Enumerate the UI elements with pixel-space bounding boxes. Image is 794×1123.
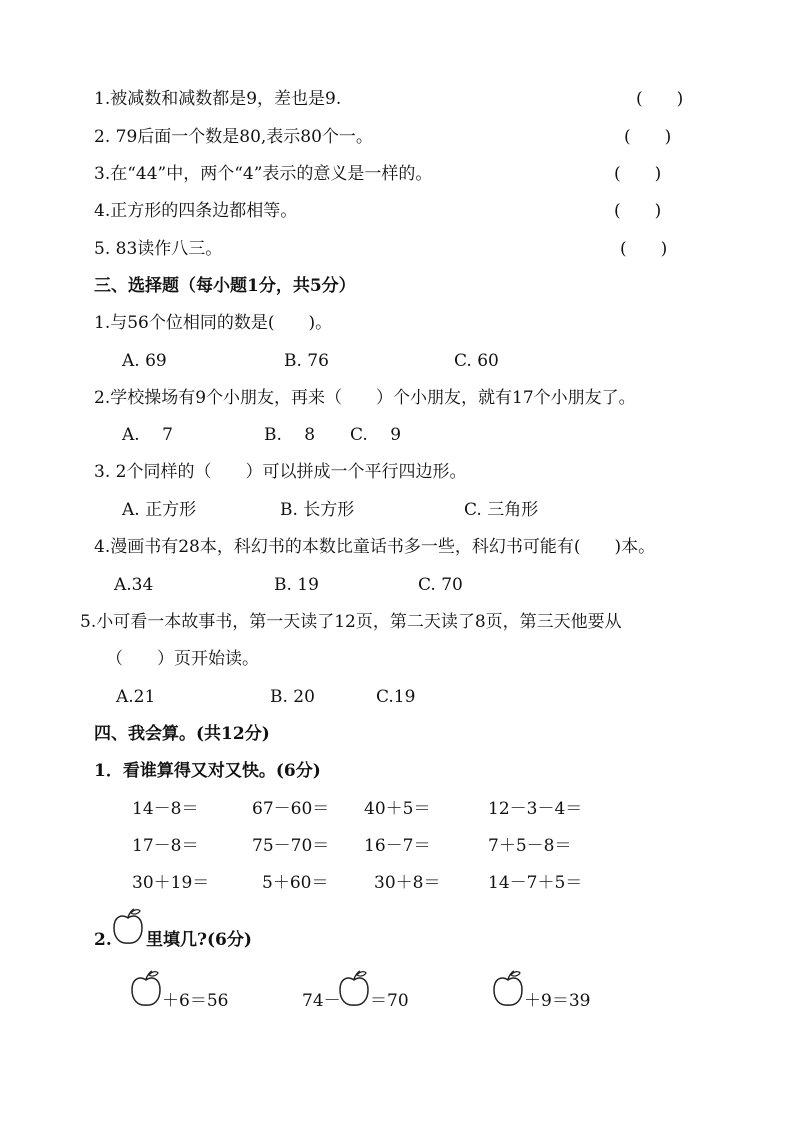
choice-4-option-c: C. 70 [418,575,463,595]
judge-answer-blank-5: ( ) [620,239,668,259]
choice-3-option-a: A. 正方形 [122,500,197,520]
judge-question-3: 3.在“44”中，两个“4”表示的意义是一样的。 [94,164,433,184]
judge-question-1: 1.被减数和减数都是9，差也是9. [94,89,342,109]
apple-equation-2-right: ＝70 [370,991,409,1011]
choice-2-option-b: B. 8 [264,425,316,445]
apple-icon [112,906,144,946]
choice-1-option-a: A. 69 [122,351,167,371]
section3-title: 三、选择题（每小题1分，共5分） [94,276,356,296]
calc-r2-c1: 17－8＝ [132,836,199,856]
apple-equation-2-left: 74－ [302,991,341,1011]
calc-r2-c2: 75－70＝ [252,836,330,856]
calc-r1-c1: 14－8＝ [132,799,199,819]
choice-4-option-a: A.34 [114,575,154,595]
calc-r3-c1: 30＋19＝ [132,873,210,893]
calc-r2-c3: 16－7＝ [364,836,431,856]
calc-r2-c4: 7＋5－8＝ [488,836,572,856]
apple-equation-3: ＋9＝39 [524,991,591,1011]
choice-5-option-c: C.19 [376,687,416,707]
section4-title: 四、我会算。(共12分) [94,724,270,744]
judge-answer-blank-1: ( ) [636,89,684,109]
choice-question-5: 5.小可看一本故事书，第一天读了12页，第二天读了8页，第三天他要从 [80,612,622,632]
choice-2-option-c: C. 9 [350,425,402,445]
calc-r3-c2: 5＋60＝ [262,873,329,893]
apple-icon [338,967,370,1009]
calc-r1-c2: 67－60＝ [252,799,330,819]
section4-part2-title: 里填几?(6分) [146,930,252,950]
apple-icon [130,967,162,1009]
calc-r1-c3: 40＋5＝ [364,799,431,819]
choice-4-option-b: B. 19 [274,575,319,595]
choice-question-3: 3. 2个同样的（ ）可以拼成一个平行四边形。 [94,462,467,482]
calc-r3-c4: 14－7＋5＝ [488,873,583,893]
judge-answer-blank-2: ( ) [624,127,672,147]
apple-equation-1: ＋6＝56 [162,991,229,1011]
choice-1-option-c: C. 60 [454,351,499,371]
calc-r1-c4: 12－3－4＝ [488,799,583,819]
judge-question-5: 5. 83读作八三。 [94,239,223,259]
choice-3-option-c: C. 三角形 [464,500,539,520]
apple-icon [492,967,524,1009]
choice-question-1: 1.与56个位相同的数是( )。 [94,313,333,333]
choice-2-option-a: A. 7 [122,425,173,445]
choice-5-option-a: A.21 [116,687,156,707]
judge-answer-blank-3: ( ) [614,164,662,184]
judge-question-2: 2. 79后面一个数是80,表示80个一。 [94,127,373,147]
choice-question-5-continued: （ ）页开始读。 [106,649,259,669]
choice-3-option-b: B. 长方形 [280,500,355,520]
choice-5-option-b: B. 20 [270,687,315,707]
section4-part2-prefix: 2. [94,930,112,950]
choice-question-4: 4.漫画书有28本，科幻书的本数比童话书多一些，科幻书可能有( )本。 [94,537,656,557]
choice-question-2: 2.学校操场有9个小朋友，再来（ ）个小朋友，就有17个小朋友了。 [94,388,636,408]
judge-answer-blank-4: ( ) [614,201,662,221]
choice-1-option-b: B. 76 [284,351,329,371]
judge-question-4: 4.正方形的四条边都相等。 [94,201,298,221]
calc-r3-c3: 30＋8＝ [374,873,441,893]
section4-part1-title: 1．看谁算得又对又快。(6分) [94,761,321,781]
